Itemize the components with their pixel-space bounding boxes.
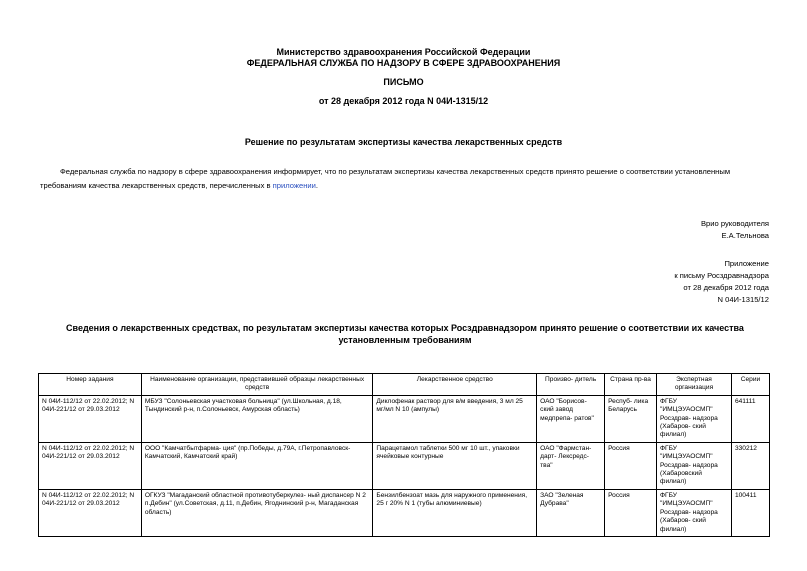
header-cell: Экспертная организация bbox=[657, 374, 732, 396]
cell-series: 330212 bbox=[731, 442, 769, 489]
cell-task-number: N 04И-112/12 от 22.02.2012; N 04И-221/12 от 29.03.2012 bbox=[39, 395, 142, 442]
cell-organization: ООО "Камчатбытфарма- ция" (пр.Победы, д.79А, г.Петропавловск-Камчатский, Камчатский край) bbox=[141, 442, 373, 489]
drugs-table bbox=[38, 373, 770, 537]
header-cell: Номер задания bbox=[39, 374, 142, 396]
header-cell: Серии bbox=[731, 374, 769, 396]
cell-manufacturer: ОАО "Фармстан- дарт- Лексредс- тва" bbox=[537, 442, 605, 489]
service-title: ФЕДЕРАЛЬНАЯ СЛУЖБА ПО НАДЗОРУ В СФЕРЕ ЗДРАВООХРАНЕНИЯ bbox=[246, 58, 561, 68]
intro-text: Федеральная служба по надзору в сфере здравоохранения информирует, что по результатам экспертизы качества лекарственных средств принято решение о соответствии установленным требованиям качества лекарственных средств, перечисленных в bbox=[40, 167, 731, 190]
table-header-row bbox=[39, 374, 770, 396]
cell-expert-org: ФГБУ "ИМЦЭУАОСМП" Росздрав- надзора (Хабаровский филиал) bbox=[657, 442, 732, 489]
cell-task-number: N 04И-112/12 от 22.02.2012; N 04И-221/12 от 29.03.2012 bbox=[39, 489, 142, 536]
cell-organization: ОГКУЗ "Магаданский областной противотуберкулез- ный диспансер N 2 п.Дебин" (ул.Советская, д.11, п.Дебин, Ягоднинский р-н, Магаданская область) bbox=[141, 489, 373, 536]
cell-expert-org: ФГБУ "ИМЦЭУАОСМП" Росздрав- надзора (Хабаров- ский филиал) bbox=[657, 489, 732, 536]
table-row bbox=[39, 489, 770, 536]
cell-manufacturer: ЗАО "Зеленая Дубрава" bbox=[537, 489, 605, 536]
signature-position: Врио руководителя bbox=[700, 219, 769, 228]
cell-manufacturer: ОАО "Борисов- ский завод медпрепа- ратов" bbox=[537, 395, 605, 442]
header-cell: Лекарственное средство bbox=[373, 374, 537, 396]
cell-expert-org: ФГБУ "ИМЦЭУАОСМП" Росздрав- надзора (Хабаров- ский филиал) bbox=[657, 395, 732, 442]
signature-name: Е.А.Тельнова bbox=[721, 231, 769, 240]
appendix-block bbox=[674, 258, 769, 306]
doc-type: ПИСЬМО bbox=[383, 77, 424, 87]
doc-subject: Решение по результатам экспертизы качества лекарственных средств bbox=[244, 137, 563, 147]
table-row bbox=[39, 442, 770, 489]
ministry-title: Министерство здравоохранения Российской Федерации bbox=[276, 47, 531, 57]
header-cell: Наименование организации, представившей образцы лекарственных средств bbox=[141, 374, 373, 396]
intro-paragraph bbox=[40, 165, 770, 193]
cell-organization: МБУЗ "Солоньевская участковая больница" (ул.Школьная, д.18, Тындинский р-н, п.Солоньевск, Амурская область) bbox=[141, 395, 373, 442]
appendix-line: N 04И-1315/12 bbox=[717, 295, 769, 304]
signature-block bbox=[701, 218, 769, 242]
doc-date: от 28 декабря 2012 года N 04И-1315/12 bbox=[318, 96, 489, 106]
header-cell: Страна пр-ва bbox=[605, 374, 657, 396]
intro-end: . bbox=[315, 181, 318, 190]
appendix-line: Приложение bbox=[724, 259, 769, 268]
table-row bbox=[39, 395, 770, 442]
cell-series: 100411 bbox=[731, 489, 769, 536]
appendix-line: к письму Росздравнадзора bbox=[674, 271, 769, 280]
cell-country: Россия bbox=[605, 489, 657, 536]
cell-country: Респуб- лика Беларусь bbox=[605, 395, 657, 442]
appendix-link[interactable]: приложении bbox=[272, 181, 316, 190]
cell-drug: Диклофенак раствор для в/м введения, 3 мл 25 мг/мл N 10 (ампулы) bbox=[373, 395, 537, 442]
appendix-line: от 28 декабря 2012 года bbox=[683, 283, 769, 292]
header-cell: Произво- дитель bbox=[537, 374, 605, 396]
cell-drug: Бензилбензоат мазь для наружного применения, 25 г 20% N 1 (тубы алюминиевые) bbox=[373, 489, 537, 536]
cell-series: 641111 bbox=[731, 395, 769, 442]
cell-task-number: N 04И-112/12 от 22.02.2012; N 04И-221/12 от 29.03.2012 bbox=[39, 442, 142, 489]
cell-country: Россия bbox=[605, 442, 657, 489]
cell-drug: Парацетамол таблетки 500 мг 10 шт., упаковки ячейковые контурные bbox=[373, 442, 537, 489]
table-title: Сведения о лекарственных средствах, по результатам экспертизы качества которых Росздравнадзором принято решение о соответствии их качества установленным требованиям bbox=[66, 323, 744, 345]
